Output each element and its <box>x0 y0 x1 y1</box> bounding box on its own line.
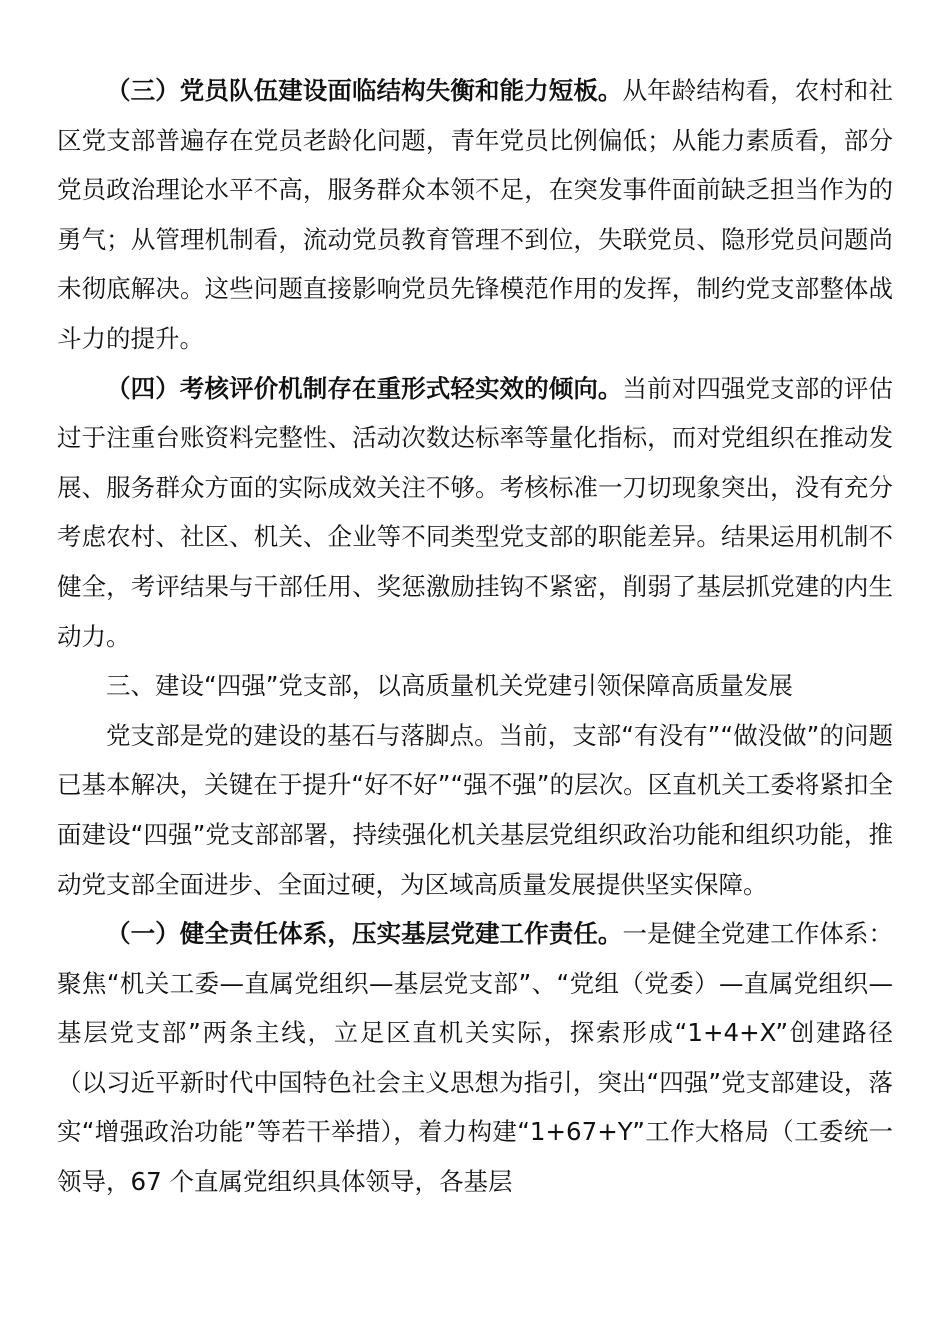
paragraph-lead-heading: （一）健全责任体系，压实基层党建工作责任。 <box>106 919 623 949</box>
paragraph-section-3-issue <box>57 66 893 364</box>
document-page <box>57 66 893 1207</box>
paragraph-section-4-issue <box>57 364 893 662</box>
paragraph-body: 党支部是党的建设的基石与落脚点。当前，支部“有没有”“做没做”的问题已基本解决，关键在于提升“好不好”“强不强”的层次。区直机关工委将紧扣全面建设“四强”党支部部署，持续强化机关基层党组织政治功能和组织功能，推动党支部全面进步、全面过硬，为区域高质量发展提供坚实保障。 <box>57 720 893 899</box>
paragraph-measure-1 <box>57 909 893 1207</box>
section-heading <box>57 661 893 711</box>
paragraph-lead-heading: （四）考核评价机制存在重形式轻实效的倾向。 <box>106 373 623 403</box>
paragraph-body: 当前对四强党支部的评估过于注重台账资料完整性、活动次数达标率等量化指标，而对党组织在推动发展、服务群众方面的实际成效关注不够。考核标准一刀切现象突出，没有充分考虑农村、社区、机关、企业等不同类型党支部的职能差异。结果运用机制不健全，考评结果与干部任用、奖惩激励挂钩不紧密，削弱了基层抓党建的内生动力。 <box>57 373 893 651</box>
paragraph-lead-heading: （三）党员队伍建设面临结构失衡和能力短板。 <box>106 76 623 105</box>
paragraph-body: 一是健全党建工作体系：聚焦“机关工委—直属党组织—基层党支部”、“党组（党委）—直属党组织—基层党支部”两条主线，立足区直机关实际，探索形成“1+4+X”创建路径（以习近平新时代中国特色社会主义思想为指引，突出“四强”党支部建设，落实“增强政治功能”等若干举措），着力构建“1+67+Y”工作大格局（工委统一领导，67 个直属党组织具体领导，各基层 <box>57 919 893 1197</box>
paragraph-intro <box>57 711 893 909</box>
section-heading-text: 三、建设“四强”党支部，以高质量机关党建引领保障高质量发展 <box>106 671 793 701</box>
paragraph-body: 从年龄结构看，农村和社区党支部普遍存在党员老龄化问题，青年党员比例偏低；从能力素质看，部分党员政治理论水平不高，服务群众本领不足，在突发事件面前缺乏担当作为的勇气；从管理机制看，流动党员教育管理不到位，失联党员、隐形党员问题尚未彻底解决。这些问题直接影响党员先锋模范作用的发挥，制约党支部整体战斗力的提升。 <box>57 76 893 353</box>
